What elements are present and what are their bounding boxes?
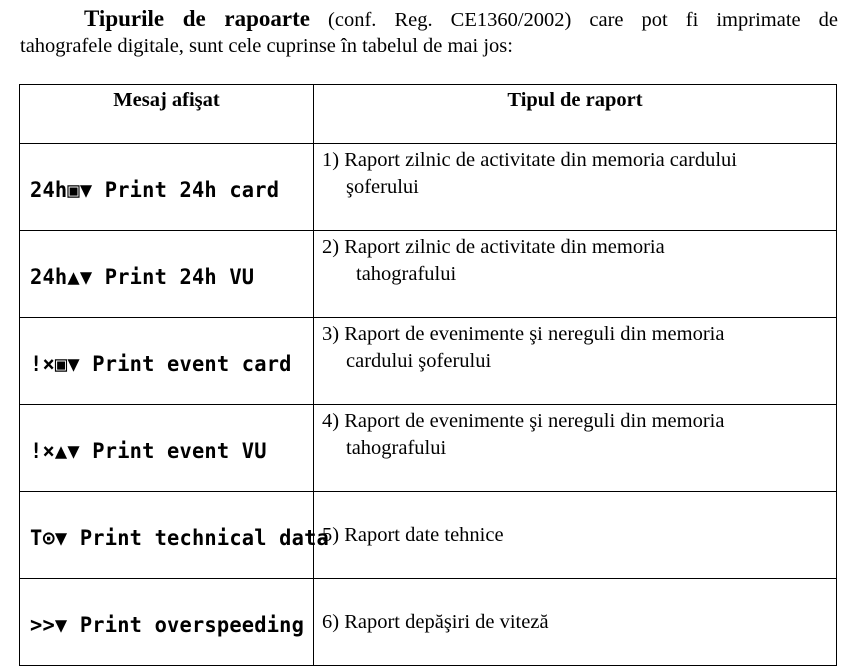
report-description-cell — [314, 144, 837, 231]
display-message: !×▣▼ Print event card — [30, 352, 292, 376]
report-description: 1) Raport zilnic de activitate din memoria cardului — [322, 149, 737, 171]
display-message-cell — [20, 318, 314, 405]
table-row — [20, 405, 837, 492]
intro-line-1 — [20, 6, 838, 33]
header-displayed-message: Mesaj afişat — [20, 85, 314, 144]
report-description-cell — [314, 405, 837, 492]
report-description-continued: şoferului — [346, 176, 419, 198]
table-row — [20, 492, 837, 579]
report-description-cell — [314, 318, 837, 405]
display-message: 24h▲▼ Print 24h VU — [30, 265, 255, 289]
display-message-cell — [20, 231, 314, 318]
intro-line-1-rest: (conf. Reg. CE1360/2002) care pot fi imprimate de — [310, 9, 838, 31]
report-description-continued: tahografului — [346, 437, 447, 459]
report-description-continued: tahografului — [356, 263, 457, 285]
header-report-type: Tipul de raport — [314, 85, 837, 144]
table-row — [20, 579, 837, 666]
report-types-table — [19, 84, 837, 666]
report-description-cell — [314, 579, 837, 666]
report-description-continued: cardului şoferului — [346, 350, 492, 372]
display-message: >>▼ Print overspeeding — [30, 613, 305, 637]
display-message-cell — [20, 492, 329, 579]
report-description: 2) Raport zilnic de activitate din memoria — [322, 236, 665, 258]
intro-paragraph — [20, 6, 838, 59]
report-description-cell — [314, 492, 837, 579]
report-description: 3) Raport de evenimente şi nereguli din memoria — [322, 323, 725, 345]
report-description: 6) Raport depăşiri de viteză — [322, 610, 549, 633]
report-description-cell — [314, 231, 837, 318]
display-message: 24h▣▼ Print 24h card — [30, 178, 280, 202]
display-message-cell — [20, 144, 314, 231]
table-row — [20, 144, 837, 231]
table-header-row — [20, 85, 837, 144]
display-message: T⊙▼ Print technical data — [30, 526, 329, 550]
display-message-cell — [20, 405, 314, 492]
table-row — [20, 231, 837, 318]
intro-title: Tipurile de rapoarte — [84, 6, 310, 31]
display-message-cell — [20, 579, 314, 666]
report-description: 4) Raport de evenimente şi nereguli din memoria — [322, 410, 725, 432]
intro-line-2: tahografele digitale, sunt cele cuprinse în tabelul de mai jos: — [20, 35, 513, 57]
display-message: !×▲▼ Print event VU — [30, 439, 267, 463]
report-description: 5) Raport date tehnice — [322, 523, 504, 546]
table-row — [20, 318, 837, 405]
